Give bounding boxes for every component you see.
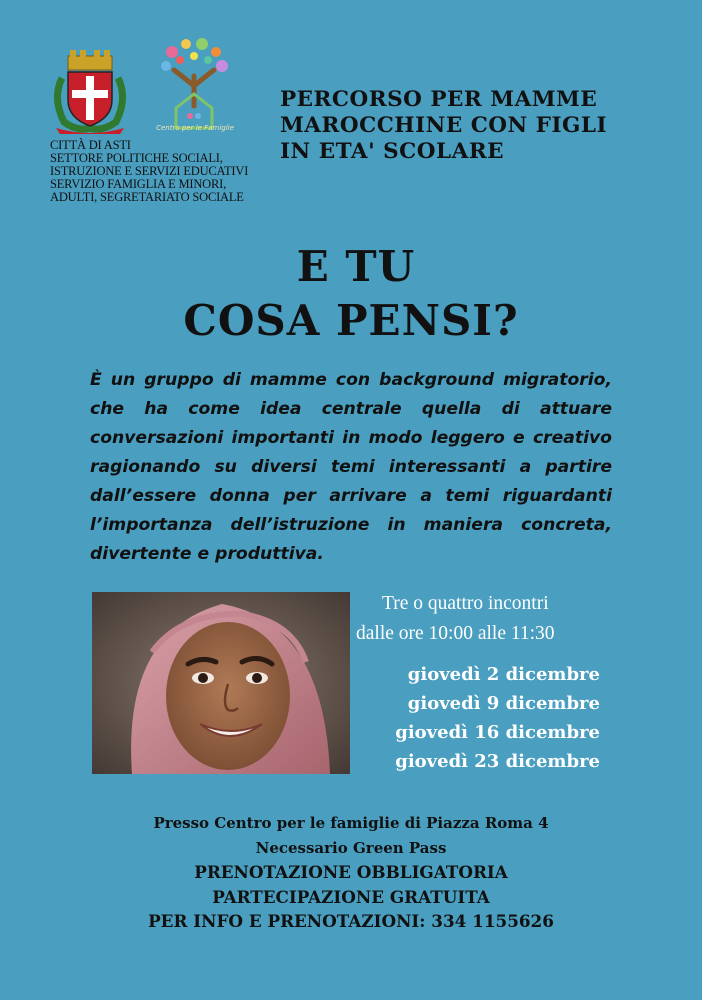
org-line: SERVIZIO FAMIGLIA E MINORI, — [50, 177, 226, 191]
contact-line: PER INFO E PRENOTAZIONI: 334 1155626 — [148, 911, 554, 931]
header-title — [280, 87, 660, 165]
green-pass-line: Necessario Green Pass — [255, 838, 447, 857]
organization-lines — [50, 139, 290, 204]
main-title — [0, 240, 702, 348]
description-line: conversazioni importanti in modo leggero e creativo — [90, 428, 612, 448]
main-title-line-2: COSA PENSI? — [183, 296, 519, 345]
city-crest-icon — [48, 48, 132, 134]
org-line: CITTÀ DI ASTI — [50, 138, 131, 152]
org-line: ISTRUZIONE E SERVIZI EDUCATIVI — [50, 164, 249, 178]
woman-portrait-photo — [92, 592, 350, 774]
meeting-dates — [330, 660, 600, 776]
meetings-info — [356, 589, 606, 649]
header-title-line: IN ETA' SCOLARE — [280, 139, 505, 164]
description-line: divertente e produttiva. — [90, 544, 324, 564]
meeting-hours: dalle ore 10:00 alle 11:30 — [356, 623, 555, 644]
header-title-line: PERCORSO PER MAMME — [280, 87, 598, 112]
free-participation-line: PARTECIPAZIONE GRATUITA — [212, 886, 490, 907]
org-line: ADULTI, SEGRETARIATO SOCIALE — [50, 190, 244, 204]
meeting-date: giovedì 16 dicembre — [395, 722, 600, 743]
meetings-count: Tre o quattro incontri — [382, 593, 549, 614]
description-line: È un gruppo di mamme con background migratorio, — [90, 370, 612, 390]
description-line: l’importanza dell’istruzione in maniera concreta, — [90, 515, 612, 535]
description-line: dall’essere donna per arrivare a temi riguardanti — [90, 486, 612, 506]
main-title-line-1: E TU — [296, 242, 416, 291]
description-paragraph — [90, 366, 612, 569]
location-line: Presso Centro per le famiglie di Piazza Roma 4 — [153, 814, 549, 832]
description-line: che ha come idea centrale quella di attuare — [90, 399, 612, 419]
description-line: ragionando su diversi temi interessanti a partire — [90, 457, 612, 477]
org-line: SETTORE POLITICHE SOCIALI, — [50, 151, 223, 165]
meeting-date: giovedì 9 dicembre — [407, 693, 600, 714]
header-title-line: MAROCCHINE CON FIGLI — [280, 113, 608, 138]
family-tree-house-icon — [152, 36, 236, 136]
family-logo-text: Centro per le Famiglie — [156, 124, 234, 132]
booking-required-line: PRENOTAZIONE OBBLIGATORIA — [194, 862, 508, 882]
meeting-date: giovedì 23 dicembre — [395, 751, 600, 772]
footer-info — [0, 811, 702, 934]
meeting-date: giovedì 2 dicembre — [407, 664, 600, 685]
